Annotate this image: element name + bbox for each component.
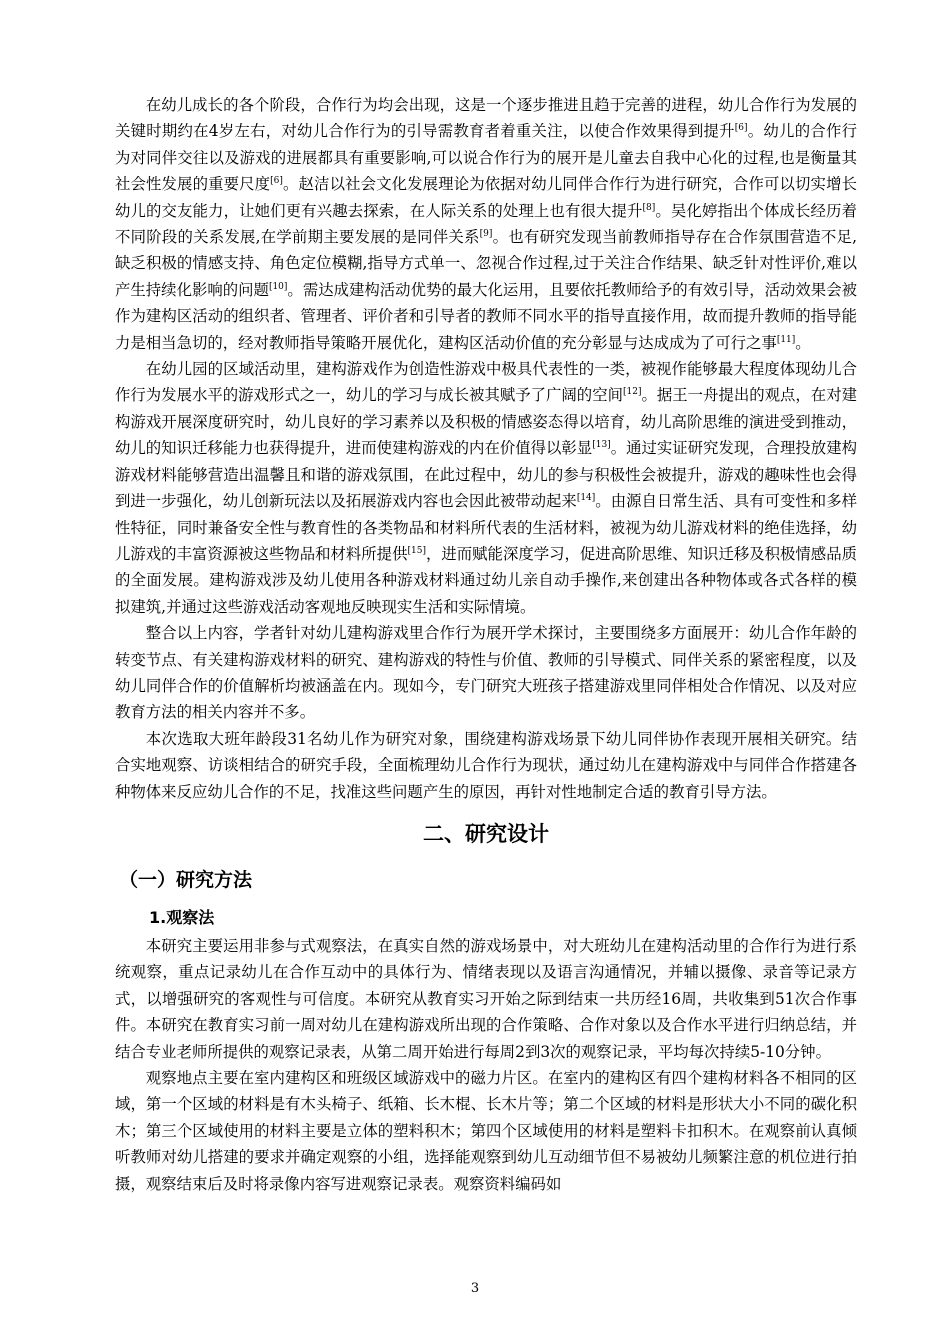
method-section [115,933,857,1197]
subsubsection-heading: 1.观察法 [149,907,215,927]
text-run: 。 [795,333,811,352]
citation-ref: [6] [734,123,748,134]
text-run: 。需达成建构活动优势的最大化运用，且要依托教师给予的有效引导，活动效果会被作为建构区活动的组织者、管理者、评价者和引导者的教师不同水平的指导直接作用，故而提升教师的指导能力是相当急切的，经对教师指导策略开展优化，建构区活动价值的充分彰显与达成成为了可行之事 [115,280,857,352]
body-paragraph [115,933,857,1065]
introduction-section [115,92,857,805]
body-paragraph [115,356,857,620]
text-run: 。由源自日常生活、具有可变性和多样性特征，同时兼备安全性与教育性的各类物品和材料所代表的生活材料，被视为幼儿游戏材料的绝佳选择，幼儿游戏的丰富资源被这些物品和材料所提供 [115,492,857,563]
citation-ref: [14] [576,493,596,504]
citation-ref: [11] [776,334,796,345]
text-run: 。也有研究发现当前教师指导存在合作氛围营造不足,缺乏积极的情感支持、角色定位模糊,指导方式单一、忽视合作过程,过于关注合作结果、缺乏针对性评价,难以产生持续化影响的问题 [115,228,857,299]
text-run: 。幼儿的合作行为对同伴交往以及游戏的进展都具有重要影响,可以说合作行为的展开是儿童去自我中心化的过程,也是衡量其社会性发展的重要尺度 [115,122,857,194]
text-run: 。通过实证研究发现，合理投放建构游戏材料能够营造出温馨且和谐的游戏氛围，在此过程中，幼儿的参与积极性会被提升，游戏的趣味性也会得到进一步强化，幼儿创新玩法以及拓展游戏内容也会因此被带动起来 [115,439,857,511]
subsection-heading: （一）研究方法 [119,868,253,891]
page-number: 3 [470,1281,480,1296]
citation-ref: [6] [270,176,283,187]
text-run: 本研究主要运用非参与式观察法，在真实自然的游戏场景中，对大班幼儿在建构活动里的合作行为进行系统观察，重点记录幼儿在合作互动中的具体行为、情绪表现以及语言沟通情况，并辅以摄像、录音等记录方式，以增强研究的客观性与可信度。本研究从教育实习开始之际到结束一共历经16周，共收集到51次合作事件。本研究在教育实习前一周对幼儿在建构游戏所出现的合作策略、合作对象以及合作水平进行归纳总结，并结合专业老师所提供的观察记录表，从第二周开始进行每周2到3次的观察记录，平均每次持续5-10分钟。 [115,936,857,1061]
text-run: 。赵洁以社会文化发展理论为依据对幼儿同伴合作行为进行研究，合作可以切实增长幼儿的交友能力，让她们更有兴趣去探索，在人际关系的处理上也有很大提升 [115,175,857,220]
text-run: 本次选取大班年龄段31名幼儿作为研究对象，围绕建构游戏场景下幼儿同伴协作表现开展相关研究。结合实地观察、访谈相结合的研究手段，全面梳理幼儿合作行为现状，通过幼儿在建构游戏中与同伴合作搭建各种物体来反应幼儿合作的不足，找准这些问题产生的原因，再针对性地制定合适的教育引导方法。 [115,729,857,801]
body-paragraph [115,620,857,726]
text-run: 整合以上内容，学者针对幼儿建构游戏里合作行为展开学术探讨，主要围绕多方面展开：幼儿合作年龄的转变节点、有关建构游戏材料的研究、建构游戏的特性与价值、教师的引导模式、同伴关系的紧密程度，以及幼儿同伴合作的价值解析均被涵盖在内。现如今，专门研究大班孩子搭建游戏里同伴相处合作情况、以及对应教育方法的相关内容并不多。 [115,624,857,722]
text-run: ，进而赋能深度学习，促进高阶思维、知识迁移及积极情感品质的全面发展。建构游戏涉及幼儿使用各种游戏材料通过幼儿亲自动手操作,来创建出各种物体或各式各样的模拟建筑,并通过这些游戏活动客观地反映现实生活和实际情境。 [115,544,857,616]
body-paragraph [115,726,857,805]
text-run: 观察地点主要在室内建构区和班级区域游戏中的磁力片区。在室内的建构区有四个建构材料各不相同的区域，第一个区域的材料是有木头椅子、纸箱、长木棍、长木片等；第二个区域的材料是形状大小不同的碳化积木；第三个区域使用的材料主要是立体的塑料积木；第四个区域使用的材料是塑料卡扣积木。在观察前认真倾听教师对幼儿搭建的要求并确定观察的小组，选择能观察到幼儿互动细节但不易被幼儿频繁注意的机位进行拍摄，观察结束后及时将录像内容写进观察记录表。观察资料编码如 [115,1069,857,1193]
citation-ref: [12] [622,387,642,398]
citation-ref: [10] [268,281,288,292]
page-content [115,92,857,1197]
text-run: 在幼儿成长的各个阶段，合作行为均会出现，这是一个逐步推进且趋于完善的进程，幼儿合作行为发展的关键时期约在4岁左右，对幼儿合作行为的引导需教育者着重关注，以使合作效果得到提升 [115,96,857,141]
body-paragraph [115,1065,857,1197]
body-paragraph [115,92,857,356]
citation-ref: [15] [407,545,426,556]
citation-ref: [8] [642,202,656,213]
text-run: 在幼儿园的区域活动里，建构游戏作为创造性游戏中极具代表性的一类，被视作能够最大程度体现幼儿合作行为发展水平的游戏形式之一，幼儿的学习与成长被其赋予了广阔的空间 [115,360,857,405]
section-heading: 二、研究设计 [423,821,549,846]
citation-ref: [9] [479,229,493,240]
text-run: 。吴化婷指出个体成长经历着不同阶段的关系发展,在学前期主要发展的是同伴关系 [115,201,857,247]
text-run: 。据王一舟提出的观点，在对建构游戏开展深度研究时，幼儿良好的学习素养以及积极的情感姿态得以培育，幼儿高阶思维的演进受到推动，幼儿的知识迁移能力也获得提升，进而使建构游戏的内在价值得以彰显 [115,386,857,458]
citation-ref: [13] [592,440,611,451]
